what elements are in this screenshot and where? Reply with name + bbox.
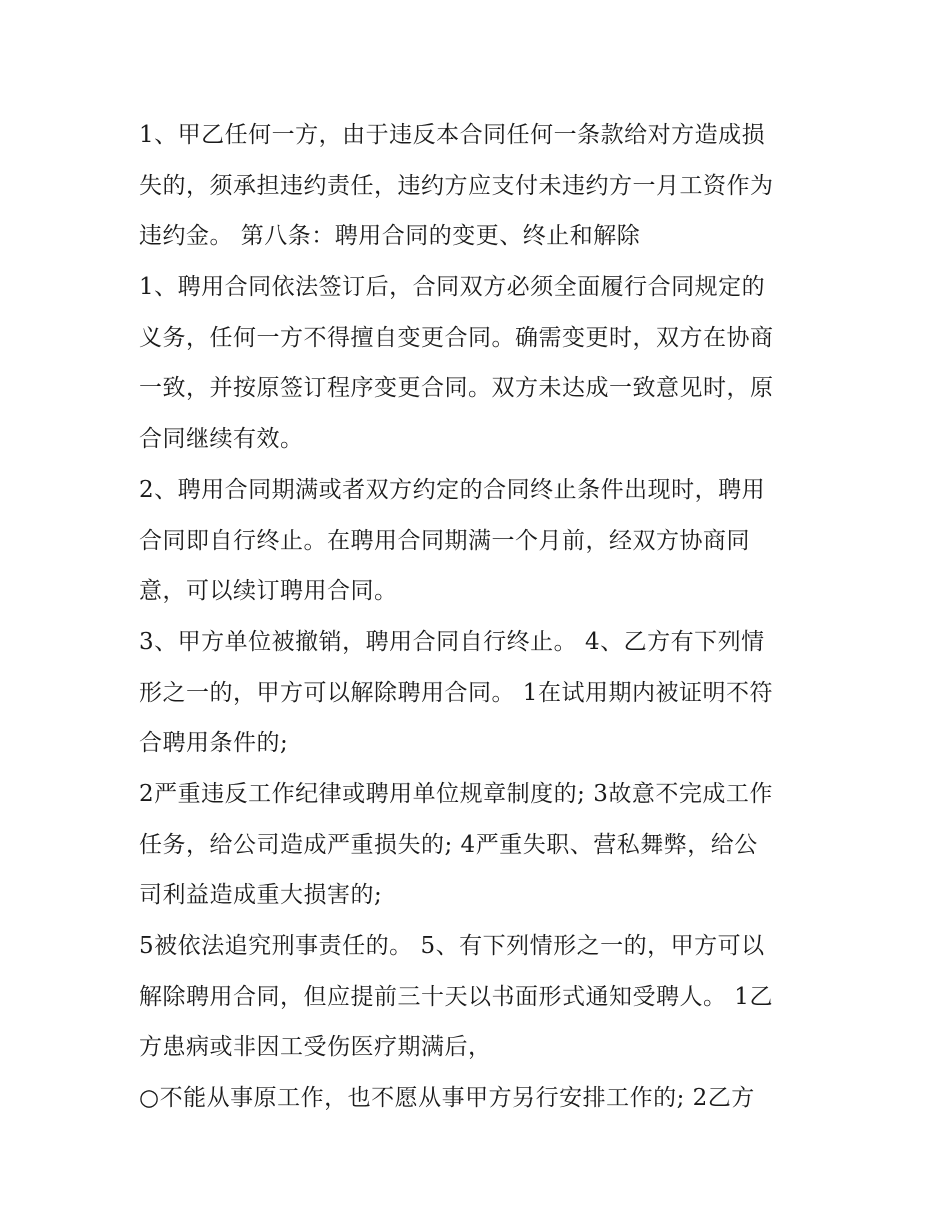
text-line: 义务，任何一方不得擅自变更合同。确需变更时，双方在协商 bbox=[139, 324, 774, 351]
text-line: 违约金。 第八条：聘用合同的变更、终止和解除 bbox=[139, 223, 641, 250]
text-line: 司利益造成重大损害的; bbox=[139, 882, 383, 909]
text-line: 形之一的，甲方可以解除聘用合同。 1在试用期内被证明不符 bbox=[139, 679, 773, 706]
text-line: 3、甲方单位被撤销，聘用合同自行终止。 4、乙方有下列情 bbox=[139, 628, 765, 655]
text-line: 意，可以续订聘用合同。 bbox=[139, 578, 398, 605]
text-line: 1、聘用合同依法签订后，合同双方必须全面履行合同规定的 bbox=[139, 274, 766, 301]
text-line: 任务，给公司造成严重损失的; 4严重失职、营私舞弊，给公 bbox=[139, 831, 758, 858]
text-line: 合同继续有效。 bbox=[139, 426, 304, 453]
text-line: 2、聘用合同期满或者双方约定的合同终止条件出现时，聘用 bbox=[139, 476, 766, 503]
text-line: 1、甲乙任何一方，由于违反本合同任何一条款给对方造成损 bbox=[139, 122, 766, 148]
text-line: 合同即自行终止。在聘用合同期满一个月前，经双方协商同 bbox=[139, 527, 750, 554]
text-line: 方患病或非因工受伤医疗期满后， bbox=[139, 1034, 492, 1061]
text-line: 2严重违反工作纪律或聘用单位规章制度的; 3故意不完成工作 bbox=[139, 780, 773, 807]
text-line: 合聘用条件的; bbox=[139, 730, 289, 757]
text-line: 5被依法追究刑事责任的。 5、有下列情形之一的，甲方可以 bbox=[139, 933, 765, 959]
text-line: 解除聘用合同，但应提前三十天以书面形式通知受聘人。 1乙 bbox=[139, 983, 773, 1010]
text-line: ○不能从事原工作，也不愿从事甲方另行安排工作的; 2乙方 bbox=[139, 1085, 755, 1112]
contract-body-text bbox=[139, 110, 829, 1124]
text-line: 失的，须承担违约责任，违约方应支付未违约方一月工资作为 bbox=[139, 172, 774, 199]
text-line: 一致，并按原签订程序变更合同。双方未达成一致意见时，原 bbox=[139, 375, 774, 402]
